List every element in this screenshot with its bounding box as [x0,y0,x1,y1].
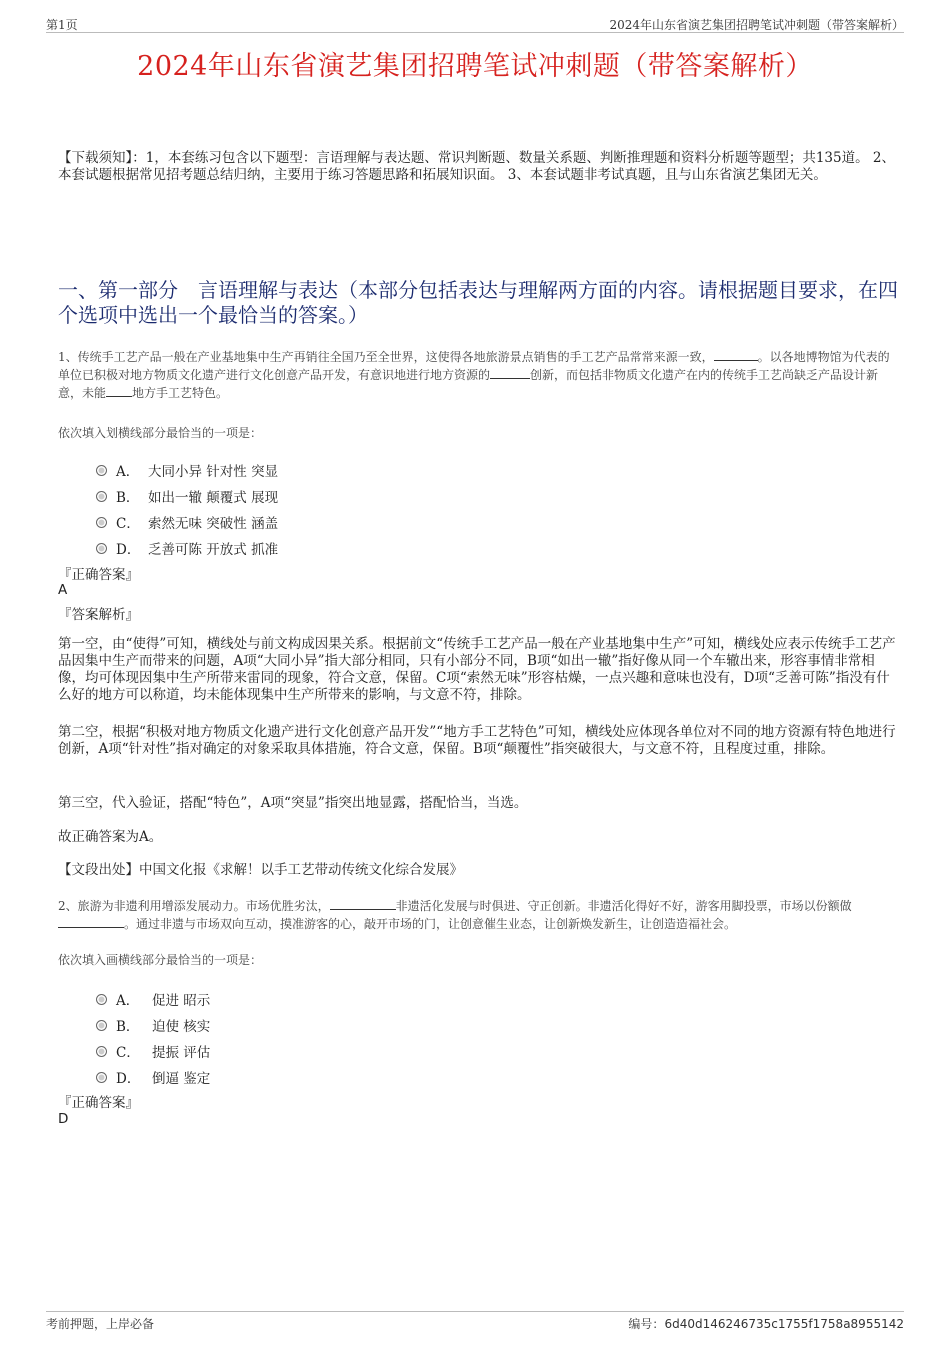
q1-option-b[interactable]: B． 如出一辙 颠覆式 展现 [96,483,278,509]
q1-text-2: 。以各地博物馆为代表的单位已积极对地方物质文化遗产进行文化创意产品开发，有意识地进行地方资源的 [58,350,890,382]
q2-correct-label: 『正确答案』 [58,1095,139,1111]
q1-correct-label: 『正确答案』 [58,567,139,583]
footer-id-code: 6d40d146246735c1755f1758a8955142 [664,1317,904,1331]
radio-icon[interactable] [96,465,107,476]
question-1-stem [58,348,898,402]
radio-icon[interactable] [96,517,107,528]
q1-source: 【文段出处】中国文化报《求解！以手工艺带动传统文化综合发展》 [58,862,463,878]
q1-analysis-para-3: 第三空，代入验证，搭配“特色”，A项“突显”指突出地显露，搭配恰当，当选。 [58,795,528,811]
q2-instruction: 依次填入画横线部分最恰当的一项是： [58,953,263,967]
q2-blank-1 [330,897,396,910]
q1-text-3: 创新，而包括非物质文化遗产在内的传统手工艺尚缺乏产品设计新意，未能 [58,368,879,400]
radio-icon[interactable] [96,491,107,502]
q1-text-4: 地方手工艺特色。 [132,386,229,400]
q2-option-c[interactable]: C． 提振 评估 [96,1038,210,1064]
q1-analysis-para-1: 第一空，由“使得”可知，横线处与前文构成因果关系。根据前文“传统手工艺产品一般在产业基地集中生产”可知，横线处应表示传统手工艺产品因集中生产而带来的问题，A项“大同小异”指大部分相同，只有小部分不同，B项“如出一辙”指好像从同一个车辙出来，形容事情非常相像，均可体现因集中生产所带来雷同的现象，符合文意，保留。C项“索然无味”形容枯燥，一点兴趣和意味也没有，D项“乏善可陈”指没有什么好的地方可以称道，均未能体现集中生产所带来的影响，与文意不符，排除。 [58,636,896,703]
q2-blank-2 [58,915,124,928]
q1-blank-1 [714,348,758,361]
header-doc-title: 2024年山东省演艺集团招聘笔试冲刺题（带答案解析） [609,18,904,32]
q1-analysis-para-2: 第二空，根据“积极对地方物质文化遗产进行文化创意产品开发”“地方手工艺特色”可知，横线处应体现各单位对不同的地方资源有特色地进行创新，A项“针对性”指对确定的对象采取具体措施，符合文意，保留。B项“颠覆性”指突破很大，与文意不符，且程度过重，排除。 [58,724,896,757]
q1-analysis-label: 『答案解析』 [58,607,139,623]
q1-option-a[interactable]: A． 大同小异 针对性 突显 [96,457,278,483]
q1-correct-answer: A [58,582,68,598]
q2-option-d[interactable]: D． 倒逼 鉴定 [96,1064,210,1090]
radio-icon[interactable] [96,543,107,554]
q2-correct-answer: D [58,1111,69,1127]
q1-analysis-conclusion: 故正确答案为A。 [58,829,163,845]
q1-text-1: 1、传统手工艺产品一般在产业基地集中生产再销往全国乃至全世界，这使得各地旅游景点销售的手工艺产品常常来源一致， [58,350,714,364]
download-notice: 【下载须知】：1，本套练习包含以下题型：言语理解与表达题、常识判断题、数量关系题、判断推理题和资料分析题等题型；共135道。 2、本套试题根据常见招考题总结归纳，主要用于练习答题思路和拓展知识面。 3、本套试题非考试真题，且与山东省演艺集团无关。 [58,150,895,183]
q1-option-d[interactable]: D． 乏善可陈 开放式 抓准 [96,535,278,561]
radio-icon[interactable] [96,1020,107,1031]
q2-options [96,986,210,1090]
q1-option-c[interactable]: C． 索然无味 突破性 涵盖 [96,509,278,535]
page-header [46,14,904,33]
radio-icon[interactable] [96,1046,107,1057]
radio-icon[interactable] [96,1072,107,1083]
q2-option-a[interactable]: A． 促进 昭示 [96,986,210,1012]
page-footer [46,1311,904,1332]
q2-option-b[interactable]: B． 迫使 核实 [96,1012,210,1038]
q1-blank-2 [490,366,530,379]
document-title: 2024年山东省演艺集团招聘笔试冲刺题（带答案解析） [137,51,813,82]
footer-id-label: 编号： [628,1317,665,1331]
q1-blank-3 [106,384,132,397]
q2-text-2: 非遗活化发展与时俱进、守正创新。非遗活化得好不好，游客用脚投票，市场以份额做 [395,899,852,913]
footer-doc-id [628,1315,904,1332]
page-number: 第1页 [46,18,78,32]
q2-text-1: 2、旅游为非遗利用增添发展动力。市场优胜劣汰， [58,899,330,913]
section-heading: 一、第一部分 言语理解与表达（本部分包括表达与理解两方面的内容。请根据题目要求，在四个选项中选出一个最恰当的答案。） [58,278,898,327]
radio-icon[interactable] [96,994,107,1005]
q2-text-3: 。通过非遗与市场双向互动，摸准游客的心，敲开市场的门，让创意催生业态，让创新焕发新生，让创造造福社会。 [124,917,737,931]
footer-slogan: 考前押题，上岸必备 [46,1317,155,1331]
question-2-stem [58,897,898,933]
q1-instruction: 依次填入划横线部分最恰当的一项是： [58,426,263,440]
q1-options [96,457,278,561]
